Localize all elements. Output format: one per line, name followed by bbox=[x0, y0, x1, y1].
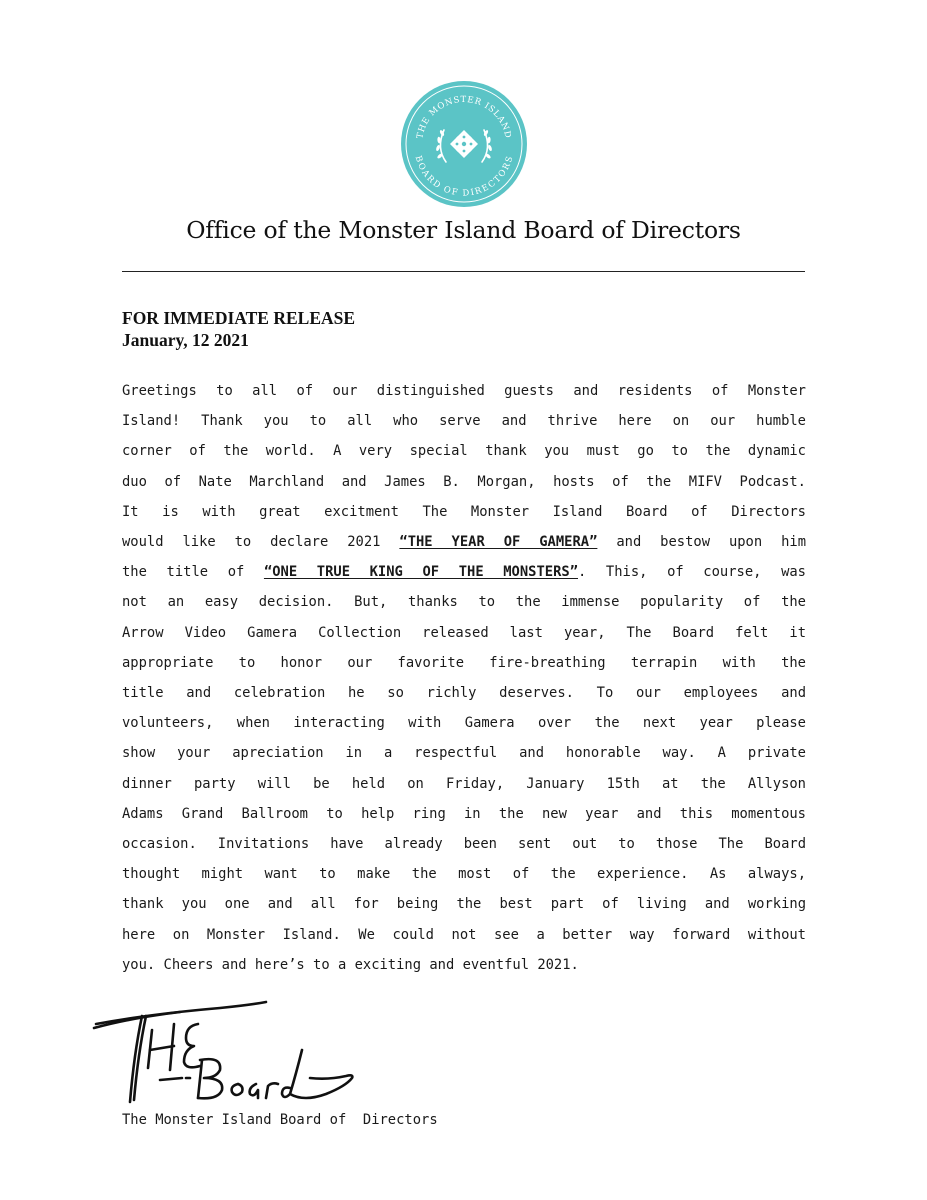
signer-name: The Monster Island Board of Directors bbox=[122, 1112, 438, 1128]
body-line: you. Cheers and here’s to a exciting and eventful 2021. bbox=[122, 956, 579, 973]
release-date: January, 12 2021 bbox=[122, 330, 249, 350]
board-seal-logo bbox=[400, 80, 528, 208]
king-of-monsters-emphasis: “ONE TRUE KING OF THE MONSTERS” bbox=[263, 564, 578, 581]
body-line: duo of Nate Marchland and James B. Morgan, hosts of the MIFV Podcast. bbox=[122, 473, 806, 490]
body-line: Adams Grand Ballroom to help ring in the new year and this momentous bbox=[122, 805, 806, 822]
release-block bbox=[122, 307, 355, 351]
body-line: title and celebration he so richly deserves. To our employees and bbox=[122, 685, 806, 702]
body-line bbox=[122, 557, 806, 587]
seal-bottom-text: BOARD OF DIRECTORS bbox=[412, 154, 516, 199]
body-line: dinner party will be held on Friday, January 15th at the Allyson bbox=[122, 775, 806, 792]
body-line: It is with great excitment The Monster Island Board of Directors bbox=[122, 503, 806, 520]
body-line: not an easy decision. But, thanks to the immense popularity of the bbox=[122, 594, 806, 611]
header-divider bbox=[122, 271, 805, 272]
body-line: thank you one and all for being the best part of living and working bbox=[122, 896, 806, 913]
body-text-segment: the title of bbox=[122, 564, 245, 581]
body-line: volunteers, when interacting with Gamera over the next year please bbox=[122, 715, 806, 732]
body-text-segment: . This, of course, was bbox=[578, 564, 806, 581]
body-line: here on Monster Island. We could not see a better way forward without bbox=[122, 926, 806, 943]
body-text-segment: and bestow upon him bbox=[616, 534, 807, 551]
body-line bbox=[122, 527, 806, 557]
body-line: Arrow Video Gamera Collection released last year, The Board felt it bbox=[122, 624, 806, 641]
body-text-segment: would like to declare 2021 bbox=[122, 534, 381, 551]
body-line: thought might want to make the most of the experience. As always, bbox=[122, 866, 806, 883]
body-line: corner of the world. A very special thank you must go to the dynamic bbox=[122, 443, 806, 460]
body-line: occasion. Invitations have already been sent out to those The Board bbox=[122, 836, 806, 853]
year-of-gamera-emphasis: “THE YEAR OF GAMERA” bbox=[399, 534, 598, 551]
body-line: show your apreciation in a respectful and honorable way. A private bbox=[122, 745, 806, 762]
handwritten-signature bbox=[90, 994, 360, 1110]
release-heading: FOR IMMEDIATE RELEASE bbox=[122, 308, 356, 328]
body-line: Greetings to all of our distinguished guests and residents of Monster bbox=[122, 383, 806, 399]
press-release-body bbox=[122, 376, 806, 980]
office-title: Office of the Monster Island Board of Directors bbox=[186, 216, 741, 244]
body-line: Island! Thank you to all who serve and thrive here on our humble bbox=[122, 413, 806, 430]
seal-top-text: THE MONSTER ISLAND bbox=[415, 94, 513, 140]
body-line: appropriate to honor our favorite fire-breathing terrapin with the bbox=[122, 654, 806, 671]
